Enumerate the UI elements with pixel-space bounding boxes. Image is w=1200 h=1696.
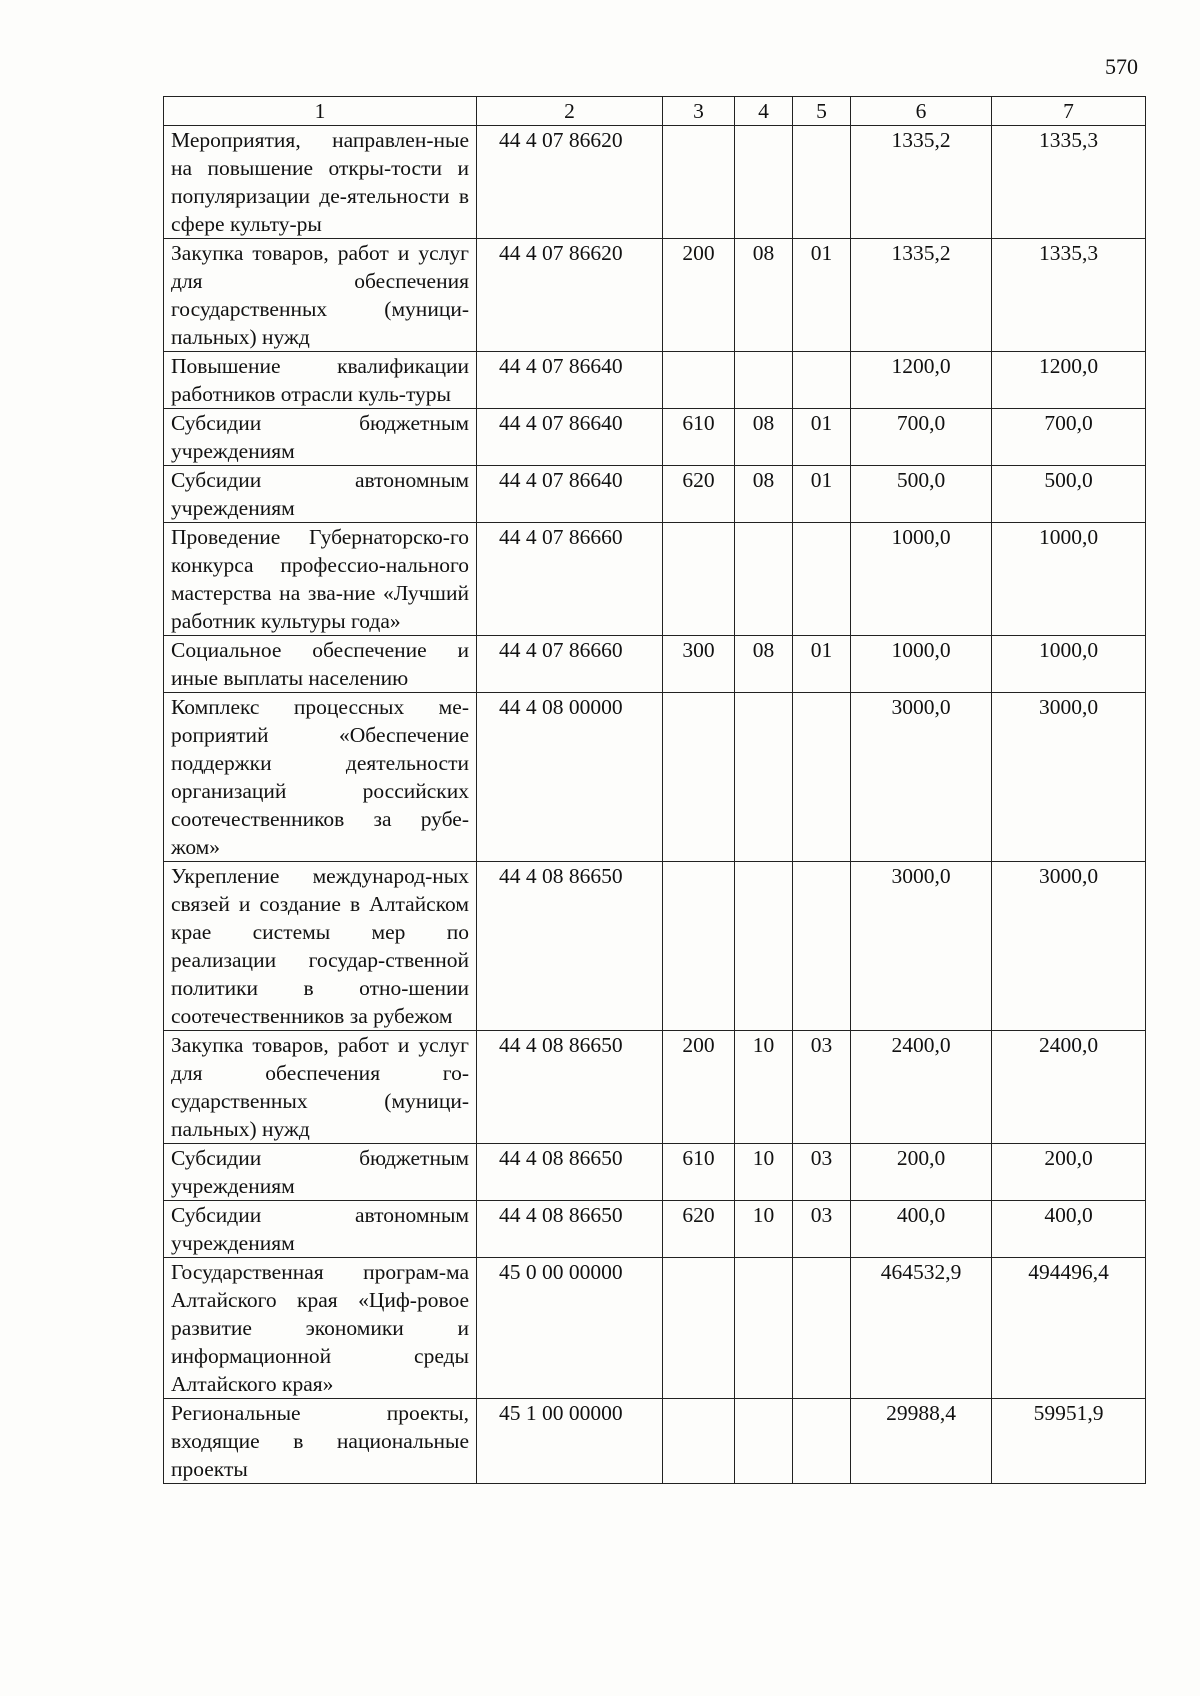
cell-item-name: Субсидии автономным учреждениям bbox=[164, 1201, 477, 1258]
cell-item-name: Закупка товаров, работ и услуг для обеспечения го-сударственных (муници-пальных) нужд bbox=[164, 1031, 477, 1144]
table-body bbox=[164, 126, 1146, 1484]
cell-subsection bbox=[793, 352, 851, 409]
cell-item-name: Проведение Губернаторско-го конкурса профессио-нального мастерства на зва-ние «Лучший работник культуры года» bbox=[164, 523, 477, 636]
cell-item-name: Субсидии автономным учреждениям bbox=[164, 466, 477, 523]
table-row bbox=[164, 1144, 1146, 1201]
cell-target-code: 44 4 07 86660 bbox=[477, 523, 663, 636]
cell-target-code: 44 4 08 86650 bbox=[477, 1201, 663, 1258]
cell-item-name: Мероприятия, направлен-ные на повышение откры-тости и популяризации де-ятельности в сфере культу-ры bbox=[164, 126, 477, 239]
table-row bbox=[164, 1399, 1146, 1484]
table-row bbox=[164, 1031, 1146, 1144]
cell-amount-col7: 3000,0 bbox=[992, 862, 1146, 1031]
cell-subsection bbox=[793, 693, 851, 862]
cell-amount-col7: 3000,0 bbox=[992, 693, 1146, 862]
cell-amount-col6: 1200,0 bbox=[851, 352, 992, 409]
cell-expense-type bbox=[663, 1258, 735, 1399]
cell-amount-col6: 400,0 bbox=[851, 1201, 992, 1258]
column-header-4: 4 bbox=[735, 97, 793, 126]
cell-section bbox=[735, 523, 793, 636]
cell-amount-col6: 1335,2 bbox=[851, 239, 992, 352]
cell-target-code: 44 4 07 86640 bbox=[477, 466, 663, 523]
cell-amount-col7: 400,0 bbox=[992, 1201, 1146, 1258]
cell-expense-type bbox=[663, 862, 735, 1031]
cell-section: 10 bbox=[735, 1031, 793, 1144]
cell-expense-type bbox=[663, 126, 735, 239]
cell-expense-type bbox=[663, 1399, 735, 1484]
cell-expense-type bbox=[663, 523, 735, 636]
cell-target-code: 44 4 08 86650 bbox=[477, 862, 663, 1031]
cell-target-code: 45 0 00 00000 bbox=[477, 1258, 663, 1399]
cell-expense-type: 200 bbox=[663, 1031, 735, 1144]
cell-amount-col6: 700,0 bbox=[851, 409, 992, 466]
cell-subsection: 03 bbox=[793, 1031, 851, 1144]
table-row bbox=[164, 636, 1146, 693]
cell-amount-col7: 1000,0 bbox=[992, 636, 1146, 693]
cell-amount-col6: 2400,0 bbox=[851, 1031, 992, 1144]
cell-amount-col7: 1335,3 bbox=[992, 126, 1146, 239]
cell-expense-type: 200 bbox=[663, 239, 735, 352]
cell-subsection bbox=[793, 523, 851, 636]
cell-amount-col7: 1200,0 bbox=[992, 352, 1146, 409]
cell-section: 08 bbox=[735, 636, 793, 693]
cell-amount-col7: 1335,3 bbox=[992, 239, 1146, 352]
cell-amount-col7: 1000,0 bbox=[992, 523, 1146, 636]
cell-section bbox=[735, 862, 793, 1031]
cell-expense-type: 610 bbox=[663, 409, 735, 466]
cell-target-code: 44 4 07 86620 bbox=[477, 239, 663, 352]
cell-item-name: Субсидии бюджетным учреждениям bbox=[164, 1144, 477, 1201]
table-row bbox=[164, 352, 1146, 409]
column-header-5: 5 bbox=[793, 97, 851, 126]
table-row bbox=[164, 126, 1146, 239]
cell-target-code: 44 4 07 86640 bbox=[477, 409, 663, 466]
cell-amount-col7: 494496,4 bbox=[992, 1258, 1146, 1399]
cell-target-code: 44 4 07 86640 bbox=[477, 352, 663, 409]
cell-target-code: 45 1 00 00000 bbox=[477, 1399, 663, 1484]
cell-item-name: Социальное обеспечение и иные выплаты населению bbox=[164, 636, 477, 693]
column-header-6: 6 bbox=[851, 97, 992, 126]
cell-expense-type: 300 bbox=[663, 636, 735, 693]
cell-section: 08 bbox=[735, 466, 793, 523]
cell-item-name: Субсидии бюджетным учреждениям bbox=[164, 409, 477, 466]
cell-target-code: 44 4 08 86650 bbox=[477, 1031, 663, 1144]
table-row bbox=[164, 693, 1146, 862]
cell-expense-type bbox=[663, 352, 735, 409]
cell-amount-col6: 1000,0 bbox=[851, 523, 992, 636]
cell-amount-col7: 2400,0 bbox=[992, 1031, 1146, 1144]
cell-subsection: 01 bbox=[793, 636, 851, 693]
cell-amount-col7: 500,0 bbox=[992, 466, 1146, 523]
cell-amount-col6: 3000,0 bbox=[851, 693, 992, 862]
header-row bbox=[164, 97, 1146, 126]
table-row bbox=[164, 1258, 1146, 1399]
cell-item-name: Повышение квалификации работников отрасли куль-туры bbox=[164, 352, 477, 409]
cell-amount-col6: 500,0 bbox=[851, 466, 992, 523]
cell-item-name: Региональные проекты, входящие в национальные проекты bbox=[164, 1399, 477, 1484]
cell-subsection: 01 bbox=[793, 409, 851, 466]
cell-section bbox=[735, 693, 793, 862]
budget-table bbox=[163, 96, 1146, 1484]
cell-section: 10 bbox=[735, 1201, 793, 1258]
cell-section: 08 bbox=[735, 409, 793, 466]
cell-amount-col6: 200,0 bbox=[851, 1144, 992, 1201]
column-header-3: 3 bbox=[663, 97, 735, 126]
cell-subsection: 03 bbox=[793, 1201, 851, 1258]
cell-subsection bbox=[793, 1399, 851, 1484]
table-row bbox=[164, 1201, 1146, 1258]
cell-amount-col7: 700,0 bbox=[992, 409, 1146, 466]
cell-amount-col6: 1000,0 bbox=[851, 636, 992, 693]
cell-expense-type: 610 bbox=[663, 1144, 735, 1201]
cell-subsection bbox=[793, 1258, 851, 1399]
cell-target-code: 44 4 07 86620 bbox=[477, 126, 663, 239]
table-row bbox=[164, 409, 1146, 466]
cell-item-name: Комплекс процессных ме-роприятий «Обеспечение поддержки деятельности организаций российских соотечественников за рубе-жом» bbox=[164, 693, 477, 862]
cell-amount-col6: 464532,9 bbox=[851, 1258, 992, 1399]
column-header-7: 7 bbox=[992, 97, 1146, 126]
cell-subsection: 03 bbox=[793, 1144, 851, 1201]
cell-target-code: 44 4 08 00000 bbox=[477, 693, 663, 862]
cell-amount-col6: 29988,4 bbox=[851, 1399, 992, 1484]
cell-item-name: Государственная програм-ма Алтайского края «Циф-ровое развитие экономики и информационной среды Алтайского края» bbox=[164, 1258, 477, 1399]
cell-subsection bbox=[793, 126, 851, 239]
cell-target-code: 44 4 08 86650 bbox=[477, 1144, 663, 1201]
cell-expense-type bbox=[663, 693, 735, 862]
cell-amount-col6: 3000,0 bbox=[851, 862, 992, 1031]
column-header-2: 2 bbox=[477, 97, 663, 126]
cell-item-name: Укрепление международ-ных связей и создание в Алтайском крае системы мер по реализации государ-ственной политики в отно-шении соотечественников за рубежом bbox=[164, 862, 477, 1031]
cell-expense-type: 620 bbox=[663, 1201, 735, 1258]
cell-amount-col7: 200,0 bbox=[992, 1144, 1146, 1201]
cell-section: 10 bbox=[735, 1144, 793, 1201]
cell-section: 08 bbox=[735, 239, 793, 352]
cell-item-name: Закупка товаров, работ и услуг для обеспечения государственных (муници-пальных) нужд bbox=[164, 239, 477, 352]
cell-subsection bbox=[793, 862, 851, 1031]
table-row bbox=[164, 466, 1146, 523]
page-number: 570 bbox=[1105, 54, 1138, 79]
table-row bbox=[164, 862, 1146, 1031]
table-row bbox=[164, 523, 1146, 636]
cell-subsection: 01 bbox=[793, 466, 851, 523]
cell-section bbox=[735, 1399, 793, 1484]
cell-section bbox=[735, 1258, 793, 1399]
cell-amount-col6: 1335,2 bbox=[851, 126, 992, 239]
cell-amount-col7: 59951,9 bbox=[992, 1399, 1146, 1484]
cell-subsection: 01 bbox=[793, 239, 851, 352]
table-row bbox=[164, 239, 1146, 352]
column-header-1: 1 bbox=[164, 97, 477, 126]
cell-expense-type: 620 bbox=[663, 466, 735, 523]
cell-section bbox=[735, 126, 793, 239]
cell-section bbox=[735, 352, 793, 409]
cell-target-code: 44 4 07 86660 bbox=[477, 636, 663, 693]
